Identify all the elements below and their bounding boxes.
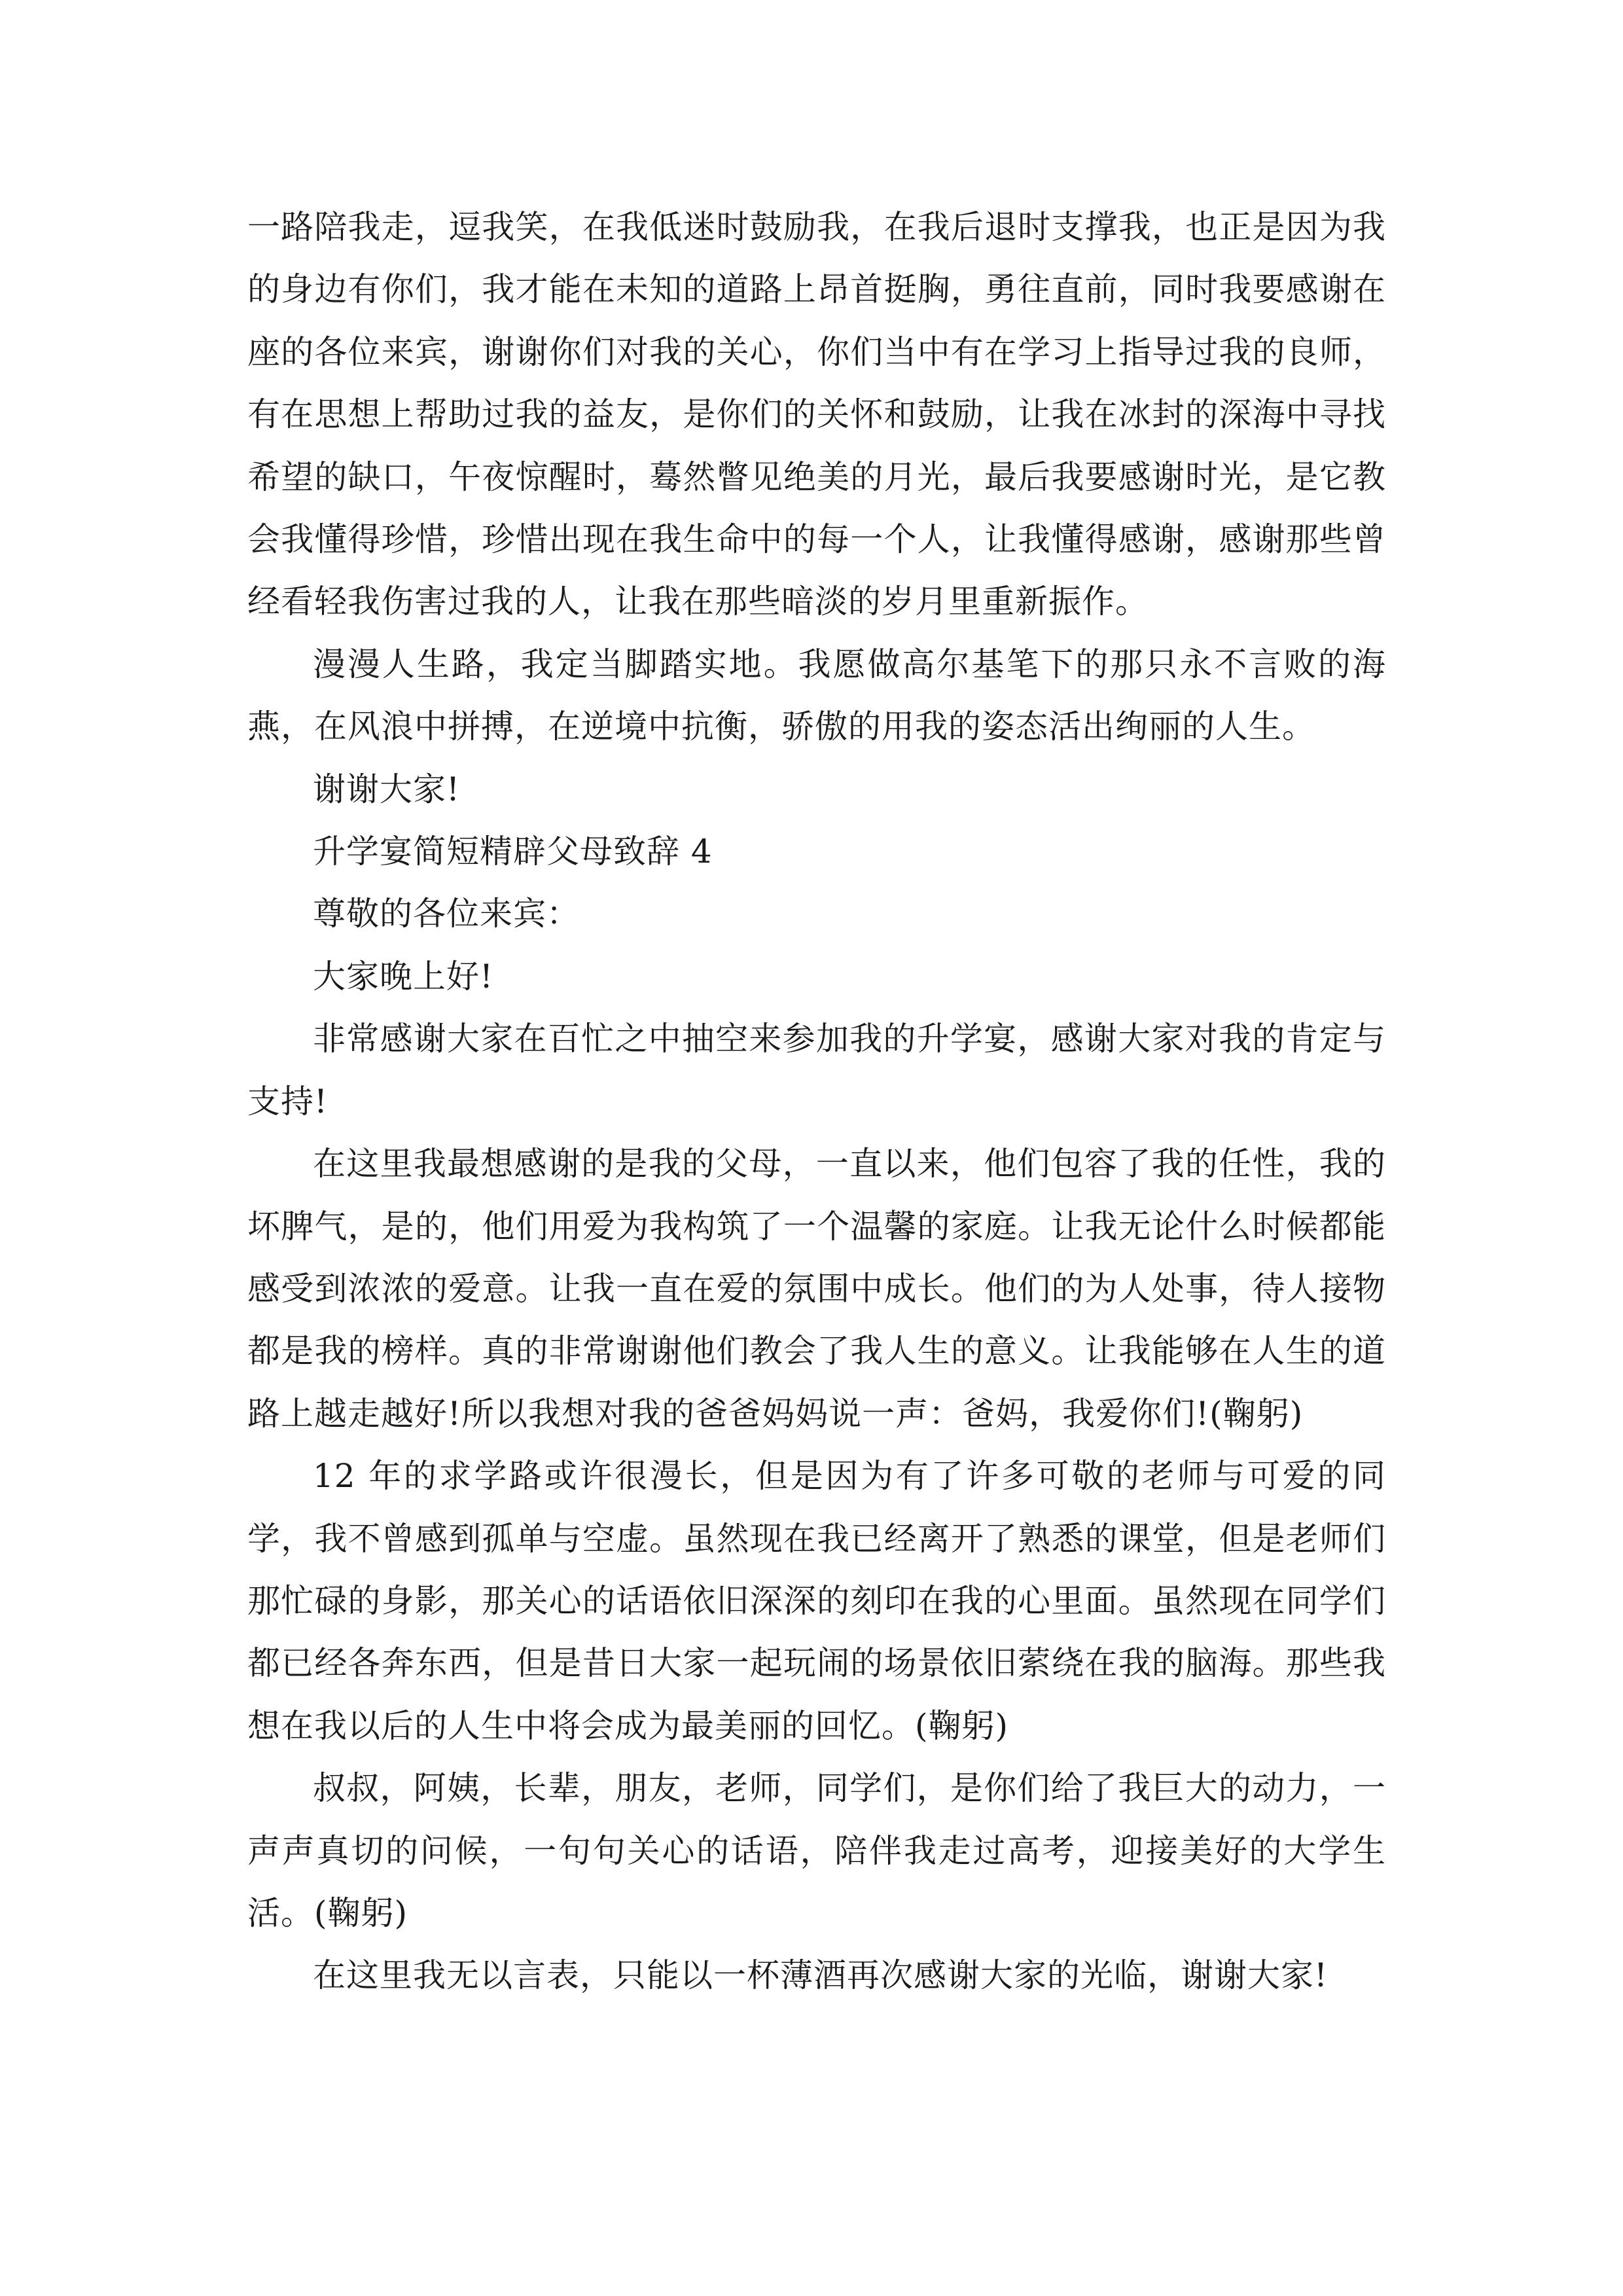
salutation: 尊敬的各位来宾： <box>313 895 580 933</box>
paragraph-10: 叔叔，阿姨，长辈，朋友，老师，同学们，是你们给了我巨大的动力，一声声真切的问候，一句句关心的话语，陪伴我走过高考，迎接美好的大学生活。(鞠躬) <box>247 1769 1386 1932</box>
paragraph-3: 谢谢大家! <box>313 770 461 808</box>
paragraph-2: 漫漫人生路，我定当脚踏实地。我愿做高尔基笔下的那只永不言败的海燕，在风浪中拼搏，在逆境中抗衡，骄傲的用我的姿态活出绚丽的人生。 <box>247 645 1386 746</box>
document-body <box>247 196 1386 2007</box>
paragraph-8: 在这里我最想感谢的是我的父母，一直以来，他们包容了我的任性，我的坏脾气，是的，他们用爱为我构筑了一个温馨的家庭。让我无论什么时候都能感受到浓浓的爱意。让我一直在爱的氛围中成长。他们的为人处事，待人接物都是我的榜样。真的非常谢谢他们教会了我人生的意义。让我能够在人生的道路上越走越好!所以我想对我的爸爸妈妈说一声：爸妈，我爱你们!(鞠躬) <box>247 1145 1386 1433</box>
paragraph-7: 非常感谢大家在百忙之中抽空来参加我的升学宴，感谢大家对我的肯定与支持! <box>247 1020 1386 1121</box>
paragraph-11: 在这里我无以言表，只能以一杯薄酒再次感谢大家的光临，谢谢大家! <box>313 1956 1329 1995</box>
greeting: 大家晚上好! <box>313 957 494 996</box>
paragraph-9: 12 年的求学路或许很漫长，但是因为有了许多可敬的老师与可爱的同学，我不曾感到孤单与空虚。虽然现在我已经离开了熟悉的课堂，但是老师们那忙碌的身影，那关心的话语依旧深深的刻印在我的心里面。虽然现在同学们都已经各奔东西，但是昔日大家一起玩闹的场景依旧萦绕在我的脑海。那些我想在我以后的人生中将会成为最美丽的回忆。(鞠躬) <box>247 1457 1386 1745</box>
paragraph-1: 一路陪我走，逗我笑，在我低迷时鼓励我，在我后退时支撑我，也正是因为我的身边有你们，我才能在未知的道路上昂首挺胸，勇往直前，同时我要感谢在座的各位来宾，谢谢你们对我的关心，你们当中有在学习上指导过我的良师，有在思想上帮助过我的益友，是你们的关怀和鼓励，让我在冰封的深海中寻找希望的缺口，午夜惊醒时，蓦然瞥见绝美的月光，最后我要感谢时光，是它教会我懂得珍惜，珍惜出现在我生命中的每一个人，让我懂得感谢，感谢那些曾经看轻我伤害过我的人，让我在那些暗淡的岁月里重新振作。 <box>247 208 1386 621</box>
section-heading: 升学宴简短精辟父母致辞 4 <box>313 833 713 871</box>
